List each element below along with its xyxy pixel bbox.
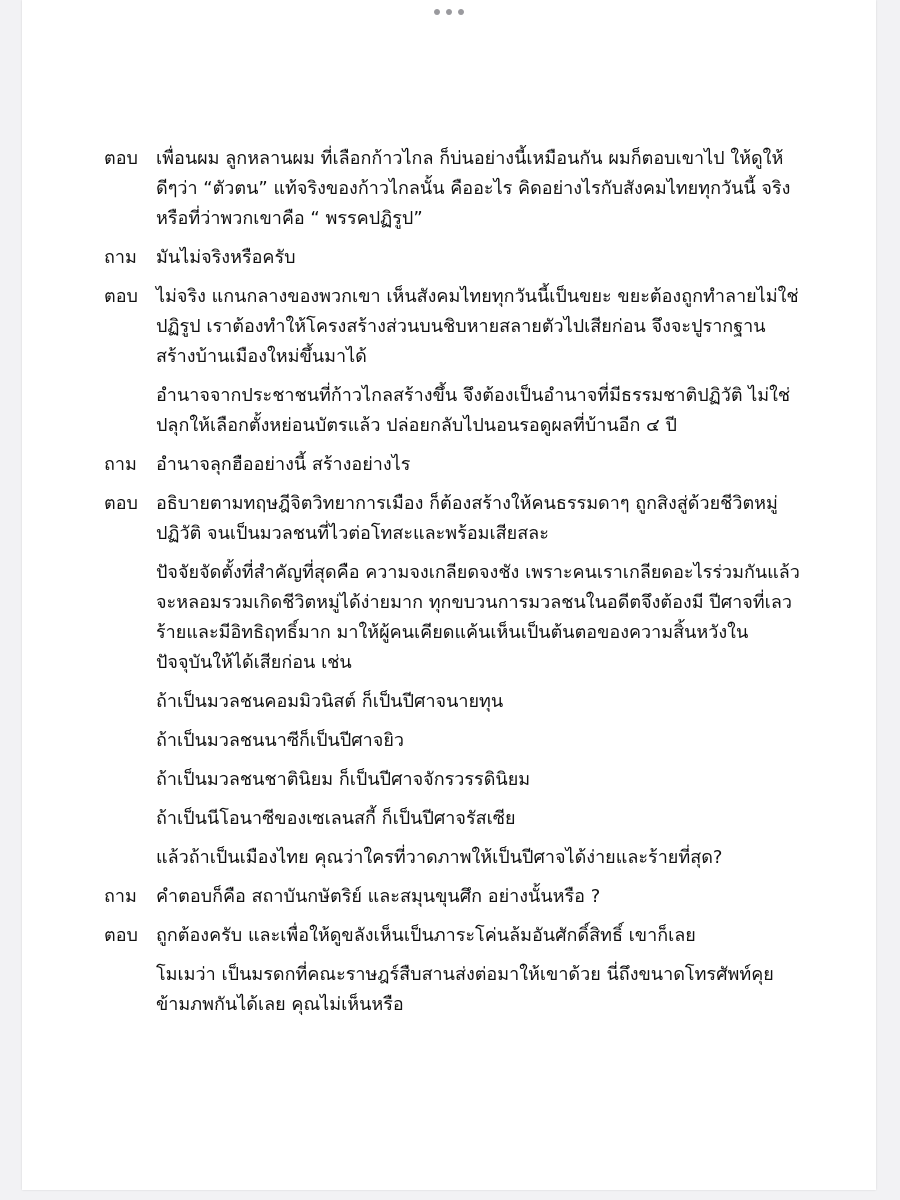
paragraph: ถ้าเป็นนีโอนาซีของเซเลนสกี้ ก็เป็นปีศาจรัสเซีย bbox=[156, 808, 516, 829]
document-page bbox=[22, 0, 876, 1190]
paragraph: ไม่จริง แกนกลางของพวกเขา เห็นสังคมไทยทุกวันนี้เป็นขยะ ขยะต้องถูกทำลายไม่ใช่ปฏิรูป เราต้องทำให้โครงสร้างส่วนบนชิบหายสลายตัวไปเสียก่อน จึงจะปูรากฐานสร้างบ้านเมืองใหม่ขึ้นมาได้ bbox=[156, 286, 799, 367]
qa-block bbox=[104, 882, 804, 912]
paragraph: อธิบายตามทฤษฎีจิตวิทยาการเมือง ก็ต้องสร้างให้คนธรรมดาๆ ถูกสิงสู่ด้วยชีวิตหมู่ปฏิวัติ จนเป็นมวลชนที่ไวต่อโทสะและพร้อมเสียสละ bbox=[156, 493, 778, 544]
dot bbox=[434, 9, 440, 15]
speaker-label: ตอบ bbox=[104, 493, 138, 514]
paragraph: คำตอบก็คือ สถาบันกษัตริย์ และสมุนขุนศึก อย่างนั้นหรือ ? bbox=[156, 886, 601, 907]
qa-block bbox=[104, 144, 804, 234]
paragraph: แล้วถ้าเป็นเมืองไทย คุณว่าใครที่วาดภาพให้เป็นปีศาจได้ง่ายและร้ายที่สุด? bbox=[156, 847, 723, 868]
qa-block bbox=[104, 921, 804, 1020]
paragraph: อำนาจลุกฮืออย่างนี้ สร้างอย่างไร bbox=[156, 454, 411, 475]
qa-block bbox=[104, 450, 804, 480]
dot bbox=[458, 9, 464, 15]
transcript-body bbox=[104, 144, 804, 1020]
speaker-label: ถาม bbox=[104, 247, 137, 268]
paragraph: เพื่อนผม ลูกหลานผม ที่เลือกก้าวไกล ก็บ่นอย่างนี้เหมือนกัน ผมก็ตอบเขาไป ให้ดูให้ดีๆว่า “ตัวตน” แท้จริงของก้าวไกลนั้น คืออะไร คิดอย่างไรกับสังคมไทยทุกวันนี้ จริงหรือที่ว่าพวกเขาคือ “ พรรคปฏิรูป” bbox=[156, 148, 791, 229]
qa-block bbox=[104, 282, 804, 441]
paragraph: อำนาจจากประชาชนที่ก้าวไกลสร้างขึ้น จึงต้องเป็นอำนาจที่มีธรรมชาติปฏิวัติ ไม่ใช่ปลุกให้เลือกตั้งหย่อนบัตรแล้ว ปล่อยกลับไปนอนรอดูผลที่บ้านอีก ๔ ปี bbox=[156, 385, 791, 436]
more-horizontal-icon[interactable] bbox=[434, 8, 464, 16]
speaker-label: ถาม bbox=[104, 454, 137, 475]
speaker-label: ตอบ bbox=[104, 286, 138, 307]
paragraph: ถูกต้องครับ และเพื่อให้ดูขลังเห็นเป็นภาระโค่นล้มอันศักดิ์สิทธิ์ เขาก็เลย bbox=[156, 925, 696, 946]
paragraph: โมเมว่า เป็นมรดกที่คณะราษฎร์สืบสานส่งต่อมาให้เขาด้วย นี่ถึงขนาดโทรศัพท์คุยข้ามภพกันได้เลย คุณไม่เห็นหรือ bbox=[156, 964, 774, 1015]
speaker-label: ตอบ bbox=[104, 148, 138, 169]
speaker-label: ตอบ bbox=[104, 925, 138, 946]
qa-block bbox=[104, 489, 804, 873]
paragraph: ถ้าเป็นมวลชนชาตินิยม ก็เป็นปีศาจจักรวรรดินิยม bbox=[156, 769, 531, 790]
qa-block bbox=[104, 243, 804, 273]
paragraph: ถ้าเป็นมวลชนคอมมิวนิสต์ ก็เป็นปีศาจนายทุน bbox=[156, 691, 504, 712]
dot bbox=[446, 9, 452, 15]
paragraph: มันไม่จริงหรือครับ bbox=[156, 247, 296, 268]
paragraph: ถ้าเป็นมวลชนนาซีก็เป็นปีศาจยิว bbox=[156, 730, 404, 751]
paragraph: ปัจจัยจัดตั้งที่สำคัญที่สุดคือ ความจงเกลียดจงชัง เพราะคนเราเกลียดอะไรร่วมกันแล้วจะหลอมรวมเกิดชีวิตหมู่ได้ง่ายมาก ทุกขบวนการมวลชนในอดีตจึงต้องมี ปีศาจที่เลวร้ายและมีอิทธิฤทธิ์มาก มาให้ผู้คนเคียดแค้นเห็นเป็นต้นตอของความสิ้นหวังในปัจจุบันให้ได้เสียก่อน เช่น bbox=[156, 562, 800, 673]
speaker-label: ถาม bbox=[104, 886, 137, 907]
